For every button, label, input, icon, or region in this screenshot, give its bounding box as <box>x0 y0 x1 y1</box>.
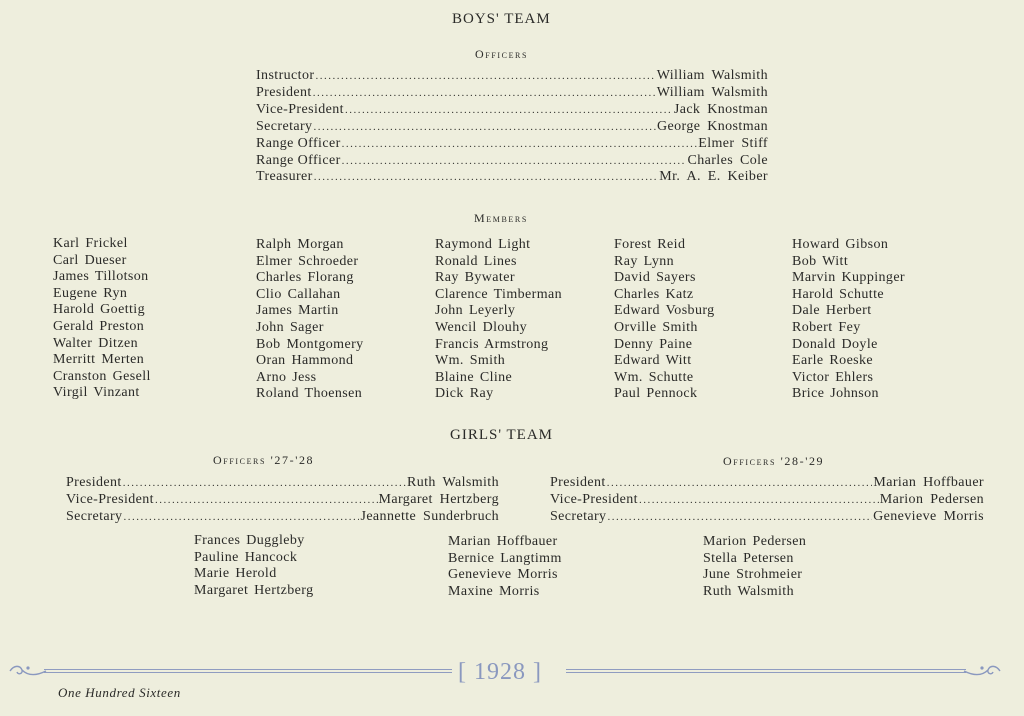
member-name: Frances Duggleby <box>194 533 305 548</box>
member-name: Clio Callahan <box>256 286 341 302</box>
right-flourish-icon <box>962 662 1002 680</box>
left-rule <box>44 669 452 673</box>
member-name: Harold Goettig <box>53 302 145 318</box>
member-name: Dick Ray <box>435 386 494 402</box>
member-name: Bernice Langtimm <box>448 550 562 566</box>
member-name: Orville Smith <box>614 319 698 335</box>
boys-members-column-1 <box>53 236 151 402</box>
officer-name: Margaret Hertzberg <box>378 491 499 507</box>
dot-leader <box>342 153 687 170</box>
member-name: Wm. Smith <box>435 353 506 369</box>
girls-officers-28-list <box>550 475 984 526</box>
boys-members-column-2 <box>256 237 364 403</box>
officer-row <box>550 492 984 509</box>
girls-team-title: GIRLS' TEAM <box>450 427 554 443</box>
officer-name: George Knostman <box>657 118 768 134</box>
officer-row <box>256 169 768 186</box>
dot-leader <box>345 102 673 119</box>
dot-leader <box>155 492 378 509</box>
member-name: Elmer Schroeder <box>256 253 359 269</box>
member-name: Marion Pedersen <box>703 534 807 549</box>
boys-members-heading: Members <box>474 211 528 225</box>
officer-title: Secretary <box>550 508 607 524</box>
girls-members-column-1 <box>194 533 313 599</box>
member-name: Oran Hammond <box>256 353 354 369</box>
officer-title: President <box>550 475 606 490</box>
member-name: John Leyerly <box>435 303 516 319</box>
officer-title: Vice-President <box>256 101 344 117</box>
member-name: Marvin Kuppinger <box>792 270 905 286</box>
member-name: Gerald Preston <box>53 318 145 334</box>
officer-name: William Walsmith <box>656 68 768 83</box>
dot-leader <box>313 119 656 136</box>
member-name: Harold Schutte <box>792 286 884 302</box>
dot-leader <box>314 169 659 186</box>
member-name: Karl Frickel <box>53 236 128 251</box>
member-name: Marie Herold <box>194 566 277 582</box>
girls-officers-27-list <box>66 475 499 526</box>
member-name: Edward Witt <box>614 353 692 369</box>
dot-leader <box>607 475 873 492</box>
officer-row <box>550 509 984 526</box>
officer-title: Treasurer <box>256 169 313 185</box>
officer-row <box>66 509 499 526</box>
boys-members-column-5 <box>792 237 905 403</box>
dot-leader <box>607 509 872 526</box>
member-name: Wencil Dlouhy <box>435 319 527 335</box>
officer-title: Range Officer <box>256 152 341 168</box>
member-name: Howard Gibson <box>792 237 889 252</box>
member-name: Margaret Hertzberg <box>194 582 314 598</box>
girls-members-column-2 <box>448 534 562 600</box>
member-name: Charles Katz <box>614 286 694 302</box>
member-name: Forest Reid <box>614 237 686 252</box>
dot-leader <box>639 492 879 509</box>
member-name: Roland Thoensen <box>256 386 363 402</box>
member-name: Charles Florang <box>256 270 354 286</box>
member-name: Cranston Gesell <box>53 368 151 384</box>
member-name: Edward Vosburg <box>614 303 715 319</box>
member-name: Dale Herbert <box>792 303 872 319</box>
dot-leader <box>123 475 406 492</box>
member-name: Arno Jess <box>256 369 317 385</box>
officer-title: Vice-President <box>550 491 638 507</box>
member-name: Walter Ditzen <box>53 335 138 351</box>
boys-members-column-3 <box>435 237 562 403</box>
member-name: Stella Petersen <box>703 550 794 566</box>
member-name: Virgil Vinzant <box>53 385 140 401</box>
officer-title: Vice-President <box>66 491 154 507</box>
member-name: Bob Montgomery <box>256 336 364 352</box>
member-name: Brice Johnson <box>792 386 879 402</box>
member-name: Eugene Ryn <box>53 285 128 301</box>
officer-row <box>66 492 499 509</box>
member-name: Marian Hoffbauer <box>448 534 558 549</box>
officer-title: Instructor <box>256 68 315 83</box>
officer-name: Mr. A. E. Keiber <box>659 169 768 185</box>
member-name: June Strohmeier <box>703 567 803 583</box>
officer-name: William Walsmith <box>656 84 768 100</box>
member-name: Pauline Hancock <box>194 549 298 565</box>
officer-title: Secretary <box>256 118 313 134</box>
officer-row <box>256 68 768 85</box>
officer-title: President <box>66 475 122 490</box>
officer-name: Jack Knostman <box>673 101 768 117</box>
girls-officers-28-heading: Officers '28-'29 <box>723 454 825 468</box>
officer-title: President <box>256 84 312 100</box>
member-name: Francis Armstrong <box>435 336 549 352</box>
officer-name: Genevieve Morris <box>873 508 984 524</box>
year-label: [ 1928 ] <box>458 659 542 685</box>
officer-name: Ruth Walsmith <box>407 475 499 490</box>
dot-leader <box>123 509 359 526</box>
member-name: Wm. Schutte <box>614 369 694 385</box>
member-name: Raymond Light <box>435 237 531 252</box>
member-name: Genevieve Morris <box>448 567 558 583</box>
boys-officers-list <box>256 68 768 186</box>
member-name: Ralph Morgan <box>256 237 344 252</box>
officer-row <box>256 102 768 119</box>
member-name: Earle Roeske <box>792 353 874 369</box>
member-name: Denny Paine <box>614 336 693 352</box>
member-name: Ruth Walsmith <box>703 583 794 599</box>
girls-officers-27-heading: Officers '27-'28 <box>213 453 315 467</box>
officer-name: Charles Cole <box>687 152 768 168</box>
boys-team-title: BOYS' TEAM <box>452 11 551 27</box>
officer-name: Elmer Stiff <box>698 135 768 151</box>
member-name: Bob Witt <box>792 253 849 269</box>
member-name: Victor Ehlers <box>792 369 874 385</box>
member-name: Ronald Lines <box>435 253 517 269</box>
member-name: James Martin <box>256 303 339 319</box>
member-name: Ray Lynn <box>614 253 675 269</box>
member-name: Ray Bywater <box>435 270 515 286</box>
member-name: Donald Doyle <box>792 336 878 352</box>
officer-row <box>256 85 768 102</box>
member-name: John Sager <box>256 319 324 335</box>
officer-title: Range Officer <box>256 135 341 151</box>
boys-members-column-4 <box>614 237 715 403</box>
page-number-label: One Hundred Sixteen <box>58 685 181 700</box>
member-name: Clarence Timberman <box>435 286 563 302</box>
girls-members-column-3 <box>703 534 806 600</box>
dot-leader <box>342 136 698 153</box>
dot-leader <box>313 85 656 102</box>
member-name: Maxine Morris <box>448 583 540 599</box>
left-flourish-icon <box>8 662 48 680</box>
officer-name: Marian Hoffbauer <box>873 475 984 490</box>
officer-row <box>66 475 499 492</box>
member-name: Blaine Cline <box>435 369 513 385</box>
officer-row <box>256 119 768 136</box>
dot-leader <box>315 68 655 85</box>
member-name: Robert Fey <box>792 319 861 335</box>
member-name: David Sayers <box>614 270 696 286</box>
member-name: Carl Dueser <box>53 252 127 268</box>
officer-row <box>550 475 984 492</box>
officer-name: Jeannette Sunderbruch <box>360 508 499 524</box>
member-name: Paul Pennock <box>614 386 698 402</box>
officer-title: Secretary <box>66 508 123 524</box>
member-name: James Tillotson <box>53 269 149 285</box>
boys-officers-heading: Officers <box>475 47 529 61</box>
officer-row <box>256 153 768 170</box>
right-rule <box>566 669 966 673</box>
member-name: Merritt Merten <box>53 352 145 368</box>
officer-name: Marion Pedersen <box>879 491 984 507</box>
officer-row <box>256 136 768 153</box>
